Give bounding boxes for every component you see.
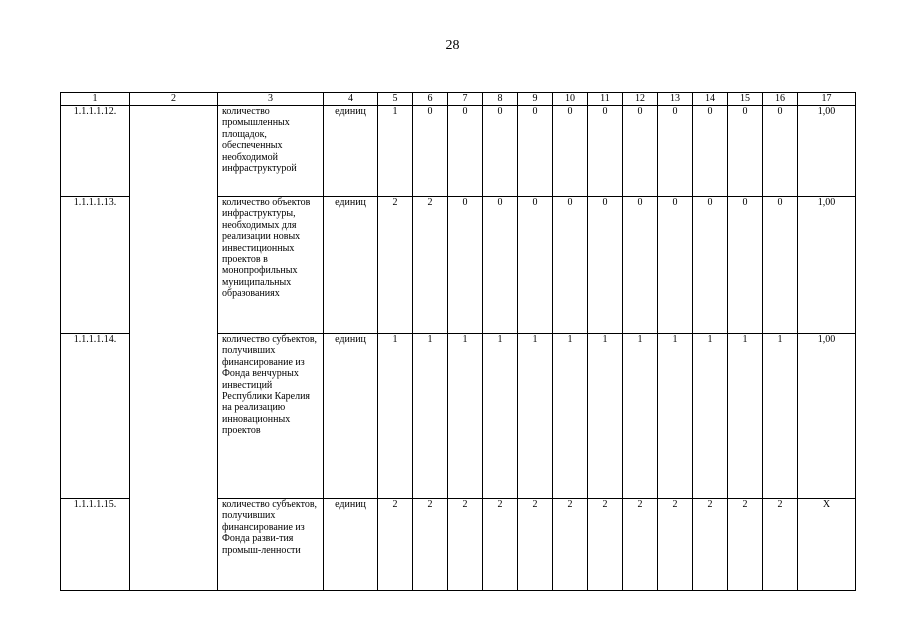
- row-indicator-name: количество субъектов, получивших финансирование из Фонда разви-тия промыш-ленности: [218, 499, 324, 591]
- row-value: 0: [448, 106, 483, 197]
- row-value: 2: [588, 499, 623, 591]
- row-unit: единиц: [324, 106, 378, 197]
- row-unit: единиц: [324, 197, 378, 334]
- col-header: 16: [763, 93, 798, 106]
- row-value: 1: [518, 334, 553, 499]
- row-value: 1: [448, 334, 483, 499]
- col-header: 1: [61, 93, 130, 106]
- row-value: 2: [378, 499, 413, 591]
- row-value: 0: [448, 197, 483, 334]
- col-header: 15: [728, 93, 763, 106]
- col-header: 14: [693, 93, 728, 106]
- indicators-table: [60, 92, 856, 591]
- col-header: 4: [324, 93, 378, 106]
- col-header: 12: [623, 93, 658, 106]
- row-code: 1.1.1.1.13.: [61, 197, 130, 334]
- col-header: 6: [413, 93, 448, 106]
- row-value: 0: [518, 106, 553, 197]
- page-number: 28: [445, 38, 460, 53]
- col-header: 9: [518, 93, 553, 106]
- row-value: 2: [483, 499, 518, 591]
- row-value-17: Х: [798, 499, 856, 591]
- row-value: 1: [378, 334, 413, 499]
- row-value: 2: [658, 499, 693, 591]
- row-indicator-name: количество объектов инфраструктуры, необходимых для реализации новых инвестиционных проектов в монопрофильных муниципальных образованиях: [218, 197, 324, 334]
- row-value: 2: [413, 499, 448, 591]
- row-value: 2: [553, 499, 588, 591]
- col-header: 7: [448, 93, 483, 106]
- row-value: 0: [483, 106, 518, 197]
- row-value-17: 1,00: [798, 197, 856, 334]
- row-value: 0: [553, 106, 588, 197]
- row-value: 0: [763, 106, 798, 197]
- row-value: 0: [623, 106, 658, 197]
- col-header: 17: [798, 93, 856, 106]
- col-header: 3: [218, 93, 324, 106]
- row-value: 1: [483, 334, 518, 499]
- row-value: 0: [588, 197, 623, 334]
- column-2-cell: [130, 106, 218, 591]
- row-value: 1: [378, 106, 413, 197]
- row-value: 1: [623, 334, 658, 499]
- col-header: 8: [483, 93, 518, 106]
- row-value: 1: [413, 334, 448, 499]
- row-value: 0: [658, 106, 693, 197]
- row-value: 2: [623, 499, 658, 591]
- row-value: 2: [693, 499, 728, 591]
- col-header: 11: [588, 93, 623, 106]
- row-value: 2: [378, 197, 413, 334]
- row-value: 1: [693, 334, 728, 499]
- col-header: 13: [658, 93, 693, 106]
- col-header: 10: [553, 93, 588, 106]
- row-value: 0: [623, 197, 658, 334]
- row-value: 0: [588, 106, 623, 197]
- row-value: 0: [693, 106, 728, 197]
- row-value: 2: [413, 197, 448, 334]
- row-value: 0: [413, 106, 448, 197]
- row-value: 0: [658, 197, 693, 334]
- row-value: 0: [763, 197, 798, 334]
- row-value: 2: [728, 499, 763, 591]
- table-row: [61, 106, 856, 197]
- row-value: 2: [448, 499, 483, 591]
- row-value: 1: [553, 334, 588, 499]
- header-row: [61, 93, 856, 106]
- row-indicator-name: количество промышленных площадок, обеспеченных необходимой инфраструктурой: [218, 106, 324, 197]
- row-unit: единиц: [324, 334, 378, 499]
- row-code: 1.1.1.1.12.: [61, 106, 130, 197]
- row-value: 2: [763, 499, 798, 591]
- col-header: 2: [130, 93, 218, 106]
- row-value: 0: [693, 197, 728, 334]
- row-code: 1.1.1.1.14.: [61, 334, 130, 499]
- row-value: 1: [588, 334, 623, 499]
- row-unit: единиц: [324, 499, 378, 591]
- row-value: 0: [553, 197, 588, 334]
- row-code: 1.1.1.1.15.: [61, 499, 130, 591]
- row-indicator-name: количество субъектов, получивших финансирование из Фонда венчурных инвестиций Республики Карелия на реализацию инновационных проектов: [218, 334, 324, 499]
- row-value-17: 1,00: [798, 106, 856, 197]
- row-value-17: 1,00: [798, 334, 856, 499]
- row-value: 0: [728, 106, 763, 197]
- row-value: 0: [518, 197, 553, 334]
- row-value: 0: [483, 197, 518, 334]
- row-value: 1: [658, 334, 693, 499]
- row-value: 2: [518, 499, 553, 591]
- row-value: 0: [728, 197, 763, 334]
- row-value: 1: [728, 334, 763, 499]
- row-value: 1: [763, 334, 798, 499]
- col-header: 5: [378, 93, 413, 106]
